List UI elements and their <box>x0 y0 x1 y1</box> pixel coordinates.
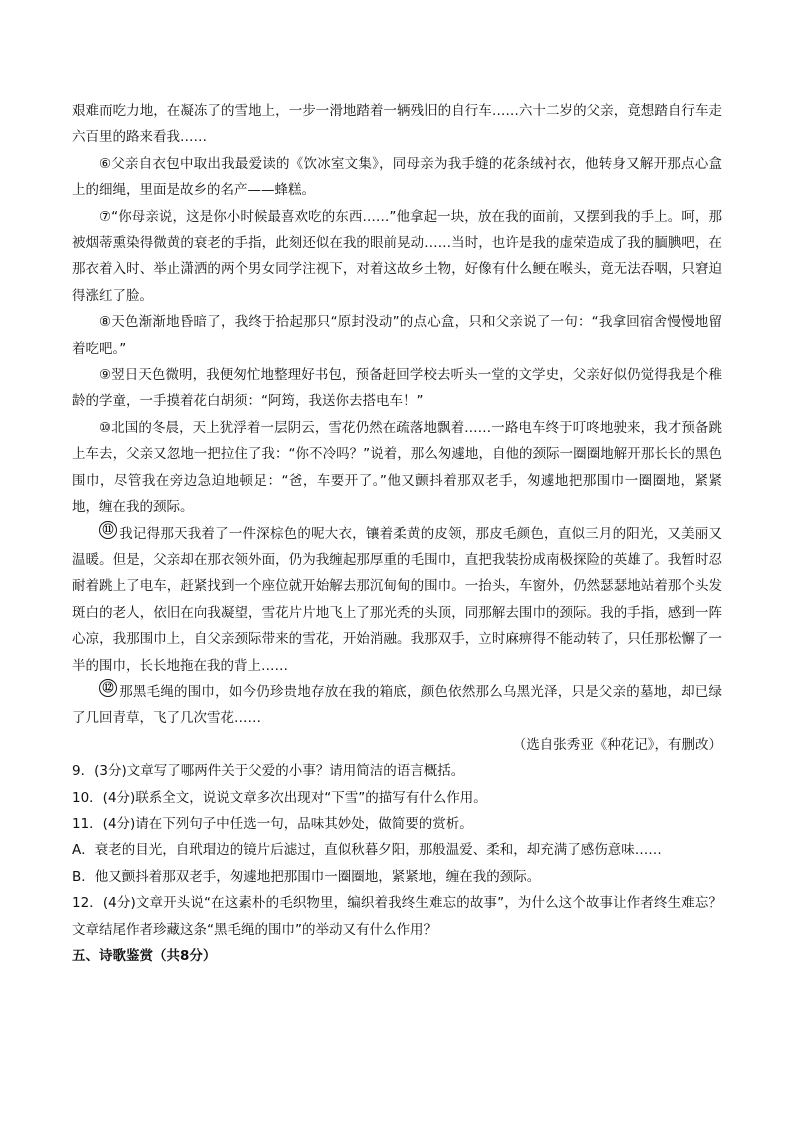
paragraph-number-11: ⑪ <box>99 521 117 539</box>
paragraph-number-12: ⑫ <box>99 679 117 697</box>
source-citation: （选自张秀亚《种花记》，有删改） <box>512 736 722 753</box>
paragraph-8: ⑧天色渐渐地昏暗了，我终于拾起那只“原封没动”的点心盒，只和父亲说了一句：“我拿回宿舍慢慢地留着吃吧。” <box>72 314 722 357</box>
paragraph-6: ⑥父亲自衣包中取出我最爱读的《饮冰室文集》，同母亲为我手缝的花条绒衬衣，他转身又解开那点心盒上的细绳，里面是故乡的名产——蜂糕。 <box>72 155 722 199</box>
question-12: 12．(4分)文章开头说“在这素朴的毛织物里，编织着我终生难忘的故事”，为什么这个故事让作者终生难忘？文章结尾作者珍藏这条“黑毛绳的围巾”的举动又有什么作用？ <box>72 895 722 938</box>
paragraph-11-text: 我记得那天我着了一件深棕色的呢大衣，镶着柔黄的皮领，那皮毛颜色，直似三月的阳光，又美丽又温暖。但是，父亲却在那衣领外面，仍为我缠起那厚重的毛围巾，直把我装扮成南极探险的英雄了。我暂时忍耐着跳上了电车，赶紧找到一个座位就开始解去那沉甸甸的围巾。一抬头，车窗外，仍然瑟瑟地站着那个头发斑白的老人，依旧在向我凝望，雪花片片地飞上了那光秃的头顶，同那解去围巾的颈际。我的手指，感到一阵心凉，我那围巾上，自父亲颈际带来的雪花，开始消融。我那双手，立时麻痹得不能动转了，只任那松懈了一半的围巾，长长地拖在我的背上…… <box>72 525 722 674</box>
paragraph-12-text: 那黑毛绳的围巾，如今仍珍贵地存放在我的箱底，颜色依然那么乌黑光泽，只是父亲的墓地，却已绿了几回青草，飞了几次雪花…… <box>72 683 722 727</box>
question-11-option-a: A．衰老的目光，自玳瑁边的镜片后滤过，直似秋暮夕阳，那般温爱、柔和，却充满了感伤意味…… <box>72 842 662 859</box>
paragraph-10: ⑩北国的冬晨，天上犹浮着一层阴云，雪花仍然在疏落地飘着……一路电车终于叮咚地驶来，我才预备跳上车去，父亲又忽地一把拉住了我：“你不冷吗？”说着，那么匆遽地，自他的颈际一圈圈地解开那长长的黑色围巾，尽管我在旁边急迫地顿足：“爸，车要开了。”他又颤抖着那双老手，匆遽地把那围巾一圈圈地，紧紧地，缠在我的颈际。 <box>72 419 722 516</box>
paragraph-continuation: 艰难而吃力地，在凝冻了的雪地上，一步一滑地踏着一辆残旧的自行车……六十二岁的父亲，竟想踏自行车走六百里的路来看我…… <box>72 103 722 146</box>
paragraph-11 <box>72 521 722 679</box>
question-11: 11．(4分)请在下列句子中任选一句，品味其妙处，做简要的赏析。 <box>72 815 473 832</box>
question-9: 9．(3分)文章写了哪两件关于父爱的小事？请用简洁的语言概括。 <box>72 763 465 780</box>
paragraph-9: ⑨翌日天色微明，我便匆忙地整理好书包，预备赶回学校去听头一堂的文学史，父亲好似仍觉得我是个稚龄的学童，一手摸着花白胡须：“阿筠，我送你去搭电车！” <box>72 367 722 410</box>
question-10: 10．(4分)联系全文，说说文章多次出现对“下雪”的描写有什么作用。 <box>72 789 487 806</box>
question-11-option-b: B．他又颤抖着那双老手，匆遽地把那围巾一圈圈地，紧紧地，缠在我的颈际。 <box>72 868 541 885</box>
reading-passage <box>72 98 722 969</box>
paragraph-12 <box>72 679 722 732</box>
section-title: 五、诗歌鉴赏（共8分） <box>72 948 217 964</box>
paragraph-7: ⑦“你母亲说，这是你小时候最喜欢吃的东西……”他拿起一块，放在我的面前，又摆到我的手上。呵，那被烟蒂熏染得微黄的衰老的手指，此刻还似在我的眼前晃动……当时，也许是我的虚荣造成了我的腼腆吧，在那衣着入时、举止潇洒的两个男女同学注视下，对着这故乡土物，好像有什么鲠在喉头，竟无法吞咽，只窘迫得涨红了脸。 <box>72 208 722 304</box>
